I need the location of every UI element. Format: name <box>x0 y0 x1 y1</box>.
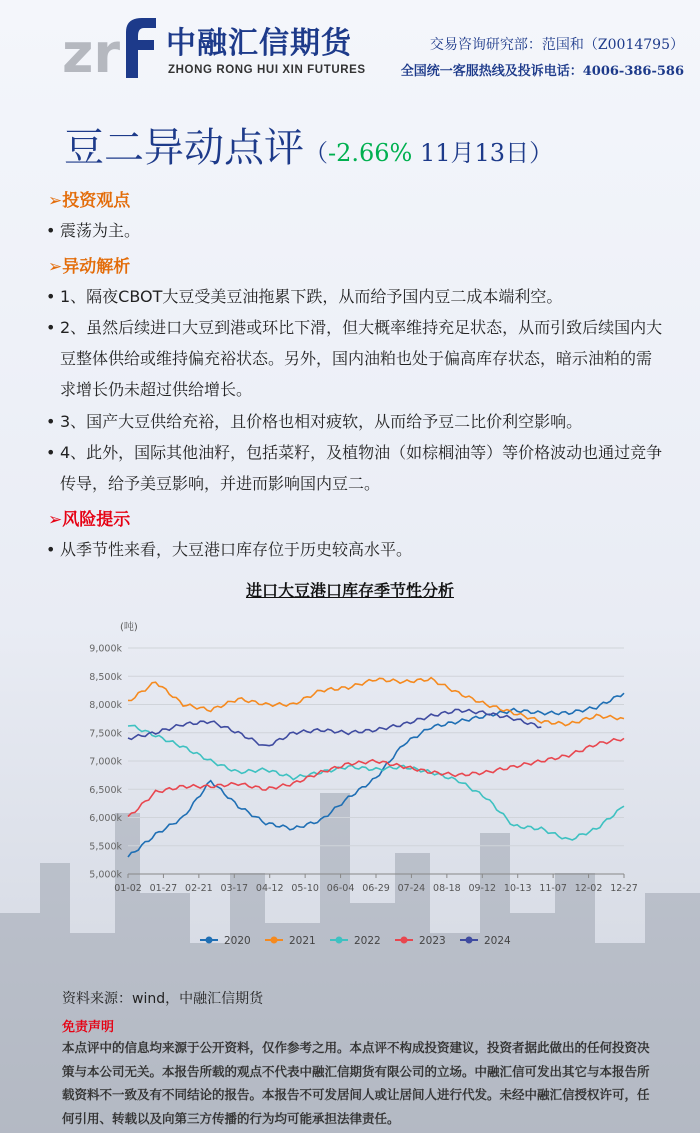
list-item <box>46 534 664 565</box>
section-heading-analysis <box>48 252 130 277</box>
report-date: 11月13日 <box>412 139 530 167</box>
x-tick-label: 11-07 <box>539 883 567 894</box>
bullet-dot-icon: • <box>46 287 56 306</box>
list-item <box>46 312 664 405</box>
bullet-dot-icon: • <box>46 443 56 462</box>
x-tick-label: 01-27 <box>149 883 178 894</box>
section-heading-risk <box>48 505 130 530</box>
list-item-text: 3、国产大豆供给充裕，且价格也相对疲软，从而给予豆二比价利空影响。 <box>60 412 583 431</box>
y-tick-label: 7,000k <box>89 756 122 768</box>
x-tick-label: 06-29 <box>362 883 390 894</box>
y-tick-label: 8,000k <box>89 700 122 711</box>
x-tick-label: 05-10 <box>291 883 319 894</box>
data-source: 资料来源：wind，中融汇信期货 <box>62 991 264 1007</box>
arrow-right-icon: ➢ <box>48 510 63 530</box>
x-tick-label: 02-21 <box>185 883 213 894</box>
hotline-contact: 全国统一客服热线及投诉电话：4006-386-586 <box>400 64 684 79</box>
section-heading-text: 投资观点 <box>62 191 131 211</box>
list-item-text: 1、隔夜CBOT大豆受美豆油拖累下跌，从而给予国内豆二成本端利空。 <box>60 287 563 306</box>
list-item-text: 从季节性来看，大豆港口库存位于历史较高水平。 <box>60 540 413 559</box>
y-tick-label: 8,500k <box>89 671 122 683</box>
section-heading-text: 风险提示 <box>62 510 131 530</box>
arrow-right-icon: ➢ <box>48 191 63 211</box>
legend-label: 2023 <box>419 935 446 947</box>
list-item <box>46 406 664 437</box>
x-tick-label: 03-17 <box>220 883 249 894</box>
x-tick-label: 10-13 <box>503 883 532 894</box>
x-tick-label: 09-12 <box>468 883 497 894</box>
y-tick-label: 6,500k <box>89 784 122 796</box>
list-item <box>46 437 664 499</box>
disclaimer-body: 本点评中的信息均来源于公开资料，仅作参考之用。本点评不构成投资建议，投资者据此做出的任何投资决策与本公司无关。本报告所载的观点不代表中融汇信期货有限公司的立场。中融汇信可发出其它与本报告所载资料不一致及有不同结论的报告。本报告不可发居间人或让居间人进行代发。未经中融汇信授权许可，任何引用、转载以及向第三方传播的行为均可能承担法律责任。 <box>62 1040 650 1126</box>
y-tick-label: 9,000k <box>89 643 122 655</box>
company-logo-icon <box>62 10 160 80</box>
report-title <box>64 116 554 171</box>
list-item-text: 2、虽然后续进口大豆到港或环比下滑，但大概率维持充足状态，从而引致后续国内大豆整体供给或维持偏充裕状态。另外，国内油粕也处于偏高库存状态，暗示油粕的需求增长仍未超过供给增长。 <box>60 318 663 399</box>
y-tick-label: 6,000k <box>89 813 122 824</box>
bullet-dot-icon: • <box>46 318 56 337</box>
title-main: 豆二异动点评 <box>64 125 304 171</box>
disclaimer-title: 免责声明 <box>62 1020 115 1035</box>
title-paren-open: （ <box>304 139 328 167</box>
legend-label: 2024 <box>484 935 511 947</box>
y-tick-label: 5,000k <box>89 869 122 881</box>
svg-text:zr: zr <box>62 22 121 80</box>
x-tick-label: 01-02 <box>114 883 142 894</box>
company-name-en: ZHONG RONG HUI XIN FUTURES <box>168 64 366 76</box>
x-tick-label: 06-04 <box>326 883 355 894</box>
list-item <box>46 215 664 246</box>
x-tick-label: 07-24 <box>397 883 426 894</box>
bullet-dot-icon: • <box>46 412 56 431</box>
x-tick-label: 04-12 <box>255 883 284 894</box>
arrow-right-icon: ➢ <box>48 257 63 277</box>
section-heading-view <box>48 186 130 211</box>
legend-label: 2020 <box>224 935 251 947</box>
y-tick-label: 5,500k <box>89 841 122 853</box>
legend-label: 2021 <box>289 935 316 947</box>
title-paren-close: ） <box>529 139 554 167</box>
chart-title: 进口大豆港口库存季节性分析 <box>245 581 454 600</box>
bullet-dot-icon: • <box>46 221 56 240</box>
x-tick-label: 12-27 <box>610 883 638 894</box>
price-change-percent: -2.66% <box>328 139 413 167</box>
y-axis-unit: (吨) <box>120 622 138 633</box>
x-tick-label: 12-02 <box>574 883 603 894</box>
list-item <box>46 281 664 312</box>
legend-label: 2022 <box>354 935 381 947</box>
y-tick-label: 7,500k <box>89 728 122 740</box>
list-item-text: 4、此外，国际其他油籽，包括菜籽，及植物油（如棕榈油等）等价格波动也通过竞争传导，给予美豆影响，并进而影响国内豆二。 <box>60 443 663 493</box>
report-header <box>0 0 700 100</box>
bullet-dot-icon: • <box>46 540 56 559</box>
section-heading-text: 异动解析 <box>62 257 131 277</box>
list-item-text: 震荡为主。 <box>60 221 141 240</box>
company-name-cn: 中融汇信期货 <box>166 26 352 61</box>
analyst-contact: 交易咨询研究部：范国和（Z0014795） <box>429 37 684 53</box>
x-tick-label: 08-18 <box>433 883 461 894</box>
